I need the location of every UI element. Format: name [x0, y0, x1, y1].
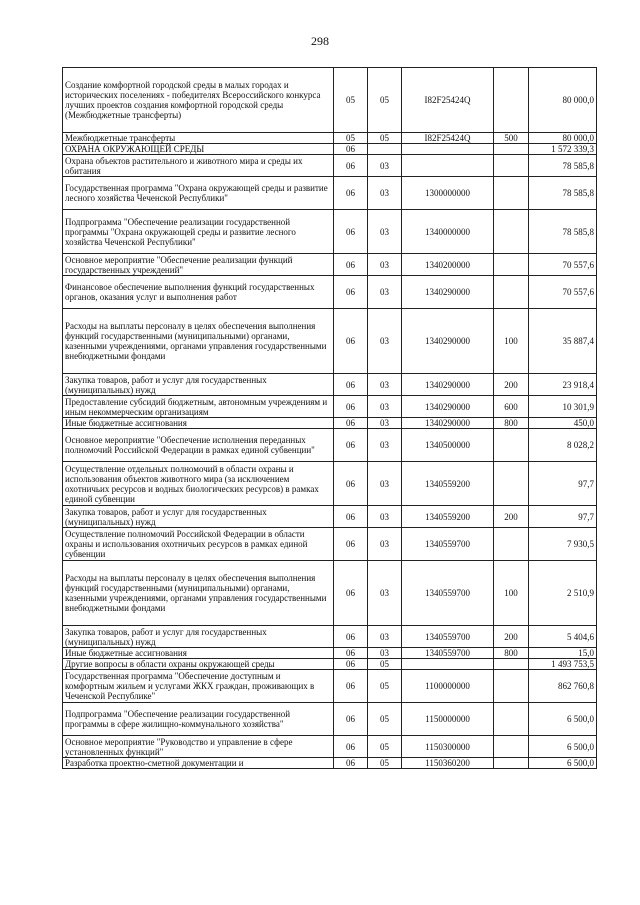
- row-section-code: 06: [334, 670, 368, 703]
- table-row: [63, 506, 597, 528]
- row-expense-type: 200: [494, 506, 529, 528]
- row-amount: 10 301,9: [529, 396, 597, 418]
- row-name: Государственная программа "Обеспечение доступным и комфортным жильем и услугами ЖКХ граждан, проживающих в Чеченской Республике": [63, 670, 334, 703]
- table-row: [63, 703, 597, 736]
- row-target-article: [402, 155, 494, 177]
- row-target-article: I82F25424Q: [402, 133, 494, 144]
- row-section-code: 06: [334, 418, 368, 429]
- row-subsection-code: 03: [368, 210, 402, 254]
- row-expense-type: 200: [494, 626, 529, 648]
- row-amount: 70 557,6: [529, 254, 597, 276]
- budget-table-body: [63, 68, 597, 769]
- table-row: [63, 736, 597, 758]
- row-amount: 78 585,8: [529, 155, 597, 177]
- row-target-article: 1340290000: [402, 309, 494, 374]
- row-target-article: 1340290000: [402, 374, 494, 396]
- row-amount: 6 500,0: [529, 736, 597, 758]
- row-section-code: 06: [334, 648, 368, 659]
- row-expense-type: [494, 528, 529, 561]
- row-subsection-code: 03: [368, 648, 402, 659]
- row-target-article: I82F25424Q: [402, 68, 494, 133]
- row-subsection-code: 03: [368, 374, 402, 396]
- row-section-code: 06: [334, 429, 368, 462]
- row-expense-type: 800: [494, 418, 529, 429]
- row-section-code: 06: [334, 374, 368, 396]
- row-amount: 2 510,9: [529, 561, 597, 626]
- row-name: Основное мероприятие "Обеспечение исполнения переданных полномочий Российской Федерации в рамках единой субвенции": [63, 429, 334, 462]
- table-row: [63, 374, 597, 396]
- row-subsection-code: 05: [368, 133, 402, 144]
- row-section-code: 06: [334, 210, 368, 254]
- table-row: [63, 396, 597, 418]
- row-expense-type: [494, 670, 529, 703]
- row-target-article: 1150300000: [402, 736, 494, 758]
- table-row: [63, 648, 597, 659]
- row-name: Закупка товаров, работ и услуг для государственных (муниципальных) нужд: [63, 626, 334, 648]
- row-amount: 450,0: [529, 418, 597, 429]
- row-name: Основное мероприятие "Руководство и управление в сфере установленных функций": [63, 736, 334, 758]
- row-section-code: 06: [334, 758, 368, 769]
- table-row: [63, 659, 597, 670]
- row-amount: 35 887,4: [529, 309, 597, 374]
- row-name: Подпрограмма "Обеспечение реализации государственной программы "Охрана окружающей среды и развитие лесного хозяйства Чеченской Республики": [63, 210, 334, 254]
- budget-table: [62, 67, 597, 769]
- row-expense-type: [494, 429, 529, 462]
- row-expense-type: [494, 177, 529, 210]
- table-row: [63, 418, 597, 429]
- row-target-article: 1150000000: [402, 703, 494, 736]
- row-name: Создание комфортной городской среды в малых городах и исторических поселениях - победителях Всероссийского конкурса лучших проектов создания комфортной городской среды (Межбюджетные трансферты): [63, 68, 334, 133]
- row-section-code: 06: [334, 528, 368, 561]
- row-amount: 97,7: [529, 506, 597, 528]
- table-row: [63, 561, 597, 626]
- row-name: Расходы на выплаты персоналу в целях обеспечения выполнения функций государственными (муниципальными) органами, казенными учреждениями, органами управления государственными внебюджетными фондами: [63, 309, 334, 374]
- row-expense-type: [494, 276, 529, 309]
- row-subsection-code: 03: [368, 429, 402, 462]
- row-target-article: 1340000000: [402, 210, 494, 254]
- row-expense-type: 100: [494, 309, 529, 374]
- row-name: Финансовое обеспечение выполнения функций государственных органов, оказания услуг и выполнения работ: [63, 276, 334, 309]
- row-target-article: 1340559700: [402, 648, 494, 659]
- row-expense-type: [494, 210, 529, 254]
- table-row: [63, 309, 597, 374]
- row-section-code: 06: [334, 177, 368, 210]
- table-row: [63, 429, 597, 462]
- row-name: Основное мероприятие "Обеспечение реализации функций государственных учреждений": [63, 254, 334, 276]
- row-subsection-code: 03: [368, 462, 402, 506]
- row-amount: 7 930,5: [529, 528, 597, 561]
- row-amount: 6 500,0: [529, 703, 597, 736]
- row-name: Иные бюджетные ассигнования: [63, 418, 334, 429]
- row-subsection-code: 03: [368, 177, 402, 210]
- row-target-article: 1340559200: [402, 462, 494, 506]
- row-amount: 70 557,6: [529, 276, 597, 309]
- row-subsection-code: 05: [368, 68, 402, 133]
- row-expense-type: [494, 254, 529, 276]
- table-row: [63, 276, 597, 309]
- table-row: [63, 462, 597, 506]
- row-section-code: 05: [334, 68, 368, 133]
- table-row: [63, 144, 597, 155]
- row-name: Подпрограмма "Обеспечение реализации государственной программы в сфере жилищно-коммунального хозяйства": [63, 703, 334, 736]
- row-section-code: 06: [334, 462, 368, 506]
- row-subsection-code: 03: [368, 396, 402, 418]
- row-name: Разработка проектно-сметной документации и: [63, 758, 334, 769]
- row-subsection-code: 03: [368, 561, 402, 626]
- row-name: Предоставление субсидий бюджетным, автономным учреждениям и иным некоммерческим организациям: [63, 396, 334, 418]
- row-amount: 1 572 339,3: [529, 144, 597, 155]
- row-section-code: 05: [334, 133, 368, 144]
- row-target-article: 1340200000: [402, 254, 494, 276]
- row-section-code: 06: [334, 155, 368, 177]
- row-expense-type: [494, 462, 529, 506]
- row-amount: 5 404,6: [529, 626, 597, 648]
- row-section-code: 06: [334, 309, 368, 374]
- row-name: Государственная программа "Охрана окружающей среды и развитие лесного хозяйства Чеченской Республики": [63, 177, 334, 210]
- table-row: [63, 68, 597, 133]
- row-expense-type: 600: [494, 396, 529, 418]
- page-number: 298: [311, 34, 329, 48]
- row-section-code: 06: [334, 254, 368, 276]
- row-amount: 23 918,4: [529, 374, 597, 396]
- row-section-code: 06: [334, 276, 368, 309]
- row-section-code: 06: [334, 659, 368, 670]
- row-amount: 80 000,0: [529, 68, 597, 133]
- row-expense-type: [494, 758, 529, 769]
- row-amount: 97,7: [529, 462, 597, 506]
- row-name: Закупка товаров, работ и услуг для государственных (муниципальных) нужд: [63, 374, 334, 396]
- row-amount: 862 760,8: [529, 670, 597, 703]
- row-name: Межбюджетные трансферты: [63, 133, 334, 144]
- row-target-article: 1340290000: [402, 276, 494, 309]
- row-section-code: 06: [334, 703, 368, 736]
- row-expense-type: 500: [494, 133, 529, 144]
- row-name: Охрана объектов растительного и животного мира и среды их обитания: [63, 155, 334, 177]
- row-name: Закупка товаров, работ и услуг для государственных (муниципальных) нужд: [63, 506, 334, 528]
- row-subsection-code: [368, 144, 402, 155]
- row-subsection-code: 03: [368, 418, 402, 429]
- row-target-article: 1340559200: [402, 506, 494, 528]
- row-target-article: 1340559700: [402, 626, 494, 648]
- table-row: [63, 670, 597, 703]
- table-row: [63, 133, 597, 144]
- row-name: Осуществление полномочий Российской Федерации в области охраны и использования охотничьих ресурсов в рамках единой субвенции: [63, 528, 334, 561]
- row-section-code: 06: [334, 144, 368, 155]
- row-amount: 1 493 753,5: [529, 659, 597, 670]
- row-expense-type: [494, 144, 529, 155]
- row-expense-type: [494, 736, 529, 758]
- row-amount: 78 585,8: [529, 210, 597, 254]
- row-subsection-code: 03: [368, 626, 402, 648]
- row-target-article: [402, 144, 494, 155]
- row-target-article: 1100000000: [402, 670, 494, 703]
- row-target-article: 1340290000: [402, 418, 494, 429]
- row-amount: 80 000,0: [529, 133, 597, 144]
- row-target-article: 1340290000: [402, 396, 494, 418]
- row-section-code: 06: [334, 561, 368, 626]
- row-expense-type: [494, 155, 529, 177]
- row-target-article: 1150360200: [402, 758, 494, 769]
- row-name: ОХРАНА ОКРУЖАЮЩЕЙ СРЕДЫ: [63, 144, 334, 155]
- row-subsection-code: 03: [368, 254, 402, 276]
- row-name: Иные бюджетные ассигнования: [63, 648, 334, 659]
- row-expense-type: [494, 703, 529, 736]
- row-subsection-code: 05: [368, 659, 402, 670]
- row-subsection-code: 05: [368, 703, 402, 736]
- table-row: [63, 528, 597, 561]
- row-expense-type: 100: [494, 561, 529, 626]
- row-subsection-code: 03: [368, 506, 402, 528]
- row-section-code: 06: [334, 626, 368, 648]
- table-row: [63, 254, 597, 276]
- table-row: [63, 177, 597, 210]
- row-subsection-code: 03: [368, 528, 402, 561]
- row-name: Другие вопросы в области охраны окружающей среды: [63, 659, 334, 670]
- row-expense-type: [494, 659, 529, 670]
- row-section-code: 06: [334, 736, 368, 758]
- row-amount: 78 585,8: [529, 177, 597, 210]
- row-target-article: 1340500000: [402, 429, 494, 462]
- row-target-article: 1340559700: [402, 561, 494, 626]
- row-subsection-code: 05: [368, 736, 402, 758]
- row-name: Осуществление отдельных полномочий в области охраны и использования объектов животного мира (за исключением охотничьих ресурсов и водных биологических ресурсов) в рамках единой субвенции: [63, 462, 334, 506]
- row-amount: 15,0: [529, 648, 597, 659]
- row-target-article: 1300000000: [402, 177, 494, 210]
- row-subsection-code: 03: [368, 276, 402, 309]
- row-section-code: 06: [334, 506, 368, 528]
- row-name: Расходы на выплаты персоналу в целях обеспечения выполнения функций государственными (муниципальными) органами, казенными учреждениями, органами управления государственными внебюджетными фондами: [63, 561, 334, 626]
- row-subsection-code: 03: [368, 309, 402, 374]
- row-expense-type: 200: [494, 374, 529, 396]
- row-subsection-code: 03: [368, 155, 402, 177]
- table-row: [63, 626, 597, 648]
- row-target-article: 1340559700: [402, 528, 494, 561]
- row-amount: 6 500,0: [529, 758, 597, 769]
- row-target-article: [402, 659, 494, 670]
- table-row: [63, 155, 597, 177]
- table-row: [63, 758, 597, 769]
- row-amount: 8 028,2: [529, 429, 597, 462]
- row-subsection-code: 05: [368, 758, 402, 769]
- row-section-code: 06: [334, 396, 368, 418]
- row-expense-type: [494, 68, 529, 133]
- row-subsection-code: 05: [368, 670, 402, 703]
- table-row: [63, 210, 597, 254]
- row-expense-type: 800: [494, 648, 529, 659]
